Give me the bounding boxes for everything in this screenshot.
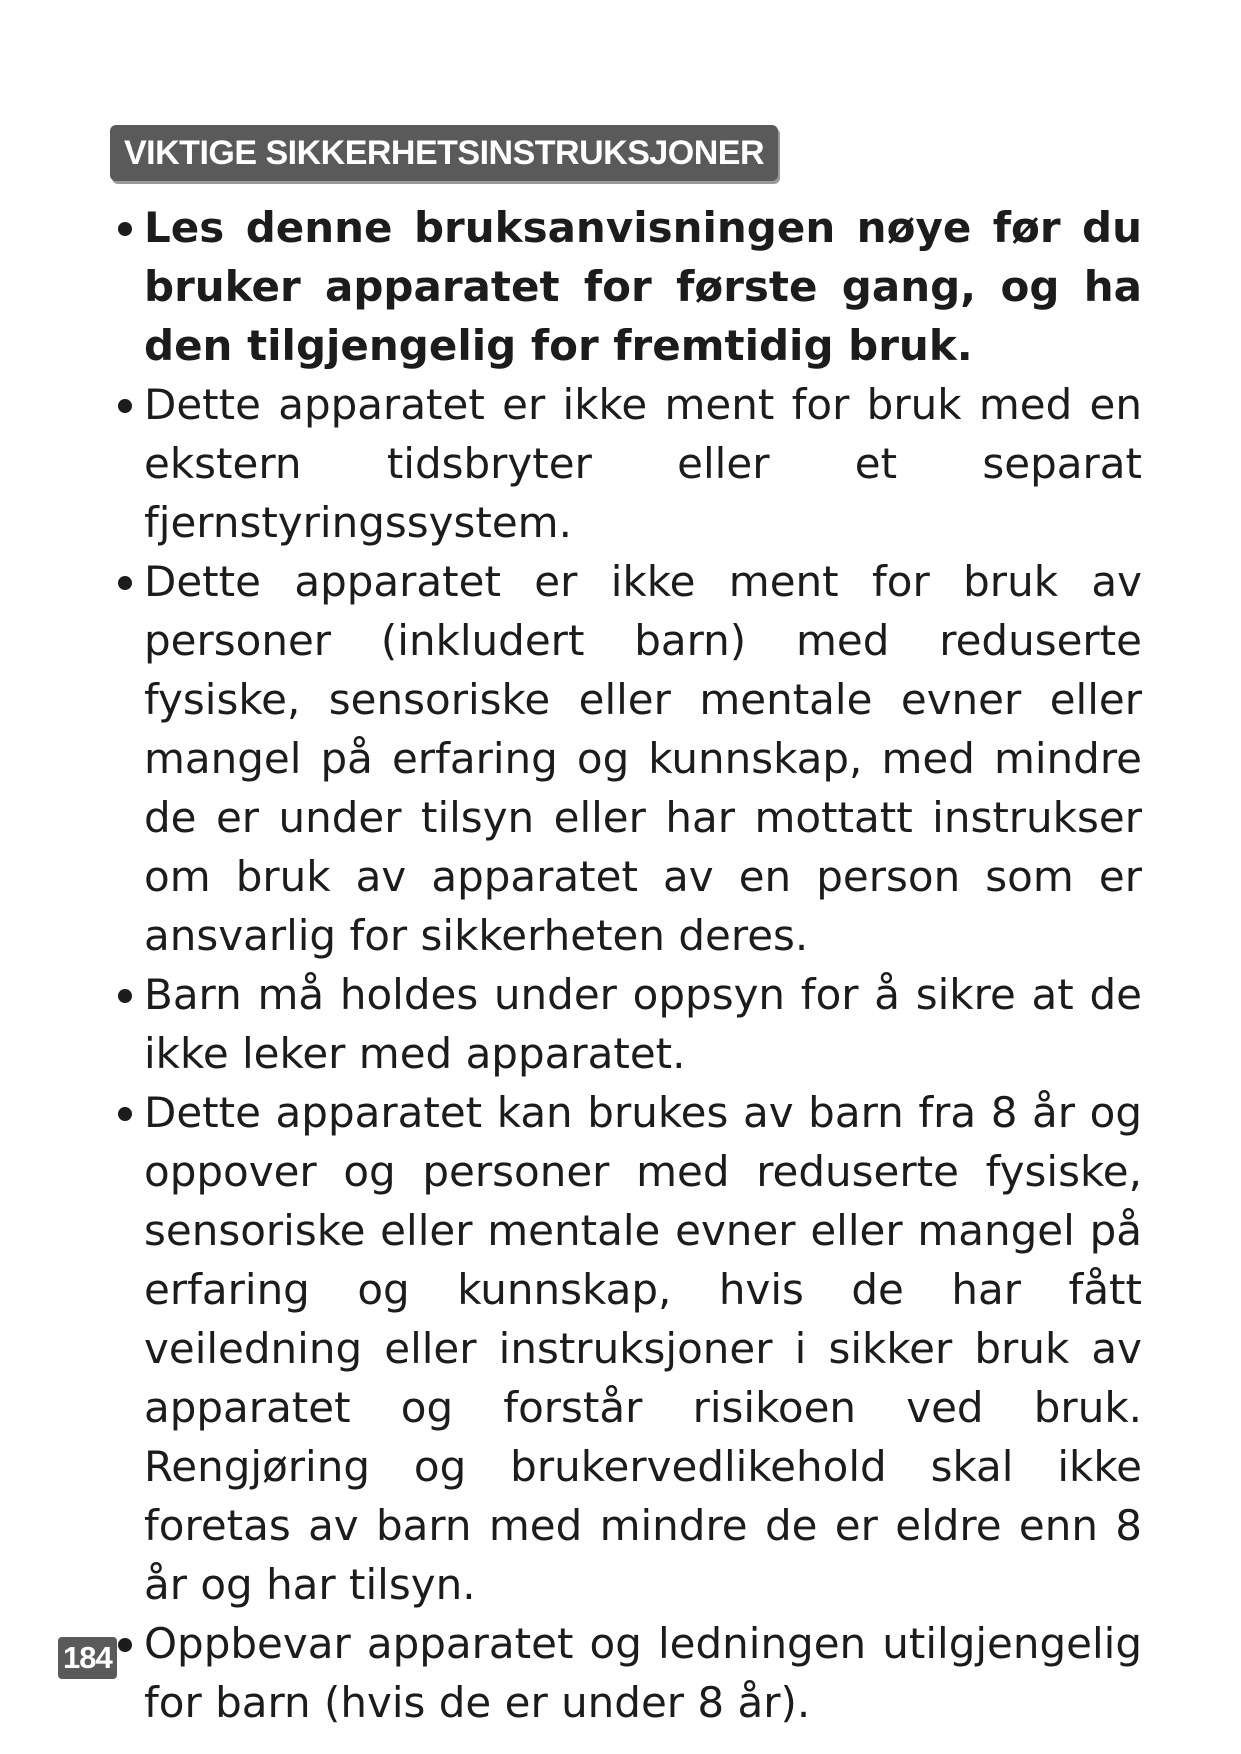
- instruction-text: Dette apparatet er ikke ment for bruk av personer (inkludert barn) med reduserte fysiske, sensoriske eller mentale evner eller mangel på erfaring og kunnskap, med mindre de er under tilsyn eller har mottatt instrukser om bruk av apparatet av en person som er ansvarlig for sikkerheten deres.: [144, 557, 1142, 960]
- section-title-badge: VIKTIGE SIKKERHETSINSTRUKSJONER: [110, 125, 778, 181]
- instruction-item: [112, 198, 1142, 375]
- safety-instructions-list: [112, 198, 1142, 1732]
- instruction-text: Oppbevar apparatet og ledningen utilgjengelig for barn (hvis de er under 8 år).: [144, 1619, 1142, 1727]
- bullet-icon: [118, 399, 132, 413]
- instruction-item: [112, 552, 1142, 965]
- instruction-text: Les denne bruksanvisningen nøye før du bruker apparatet for første gang, og ha den tilgjengelig for fremtidig bruk.: [144, 203, 1142, 370]
- instruction-text: Dette apparatet kan brukes av barn fra 8 år og oppover og personer med reduserte fysiske, sensoriske eller mentale evner eller mangel på erfaring og kunnskap, hvis de har fått veiledning eller instruksjoner i sikker bruk av apparatet og forstår risikoen ved bruk. Rengjøring og brukervedlikehold skal ikke foretas av barn med mindre de er eldre enn 8 år og har tilsyn.: [144, 1088, 1142, 1609]
- bullet-icon: [118, 222, 132, 236]
- bullet-icon: [118, 1638, 132, 1652]
- instruction-text: Barn må holdes under oppsyn for å sikre at de ikke leker med apparatet.: [144, 970, 1142, 1078]
- instruction-item: [112, 375, 1142, 552]
- bullet-icon: [118, 1107, 132, 1121]
- instruction-text: Dette apparatet er ikke ment for bruk med en ekstern tidsbryter eller et separat fjernstyringssystem.: [144, 380, 1142, 547]
- page-number: 184: [58, 1637, 117, 1679]
- bullet-icon: [118, 576, 132, 590]
- instruction-item: [112, 965, 1142, 1083]
- instruction-item: [112, 1083, 1142, 1614]
- bullet-icon: [118, 989, 132, 1003]
- instruction-item: [112, 1614, 1142, 1732]
